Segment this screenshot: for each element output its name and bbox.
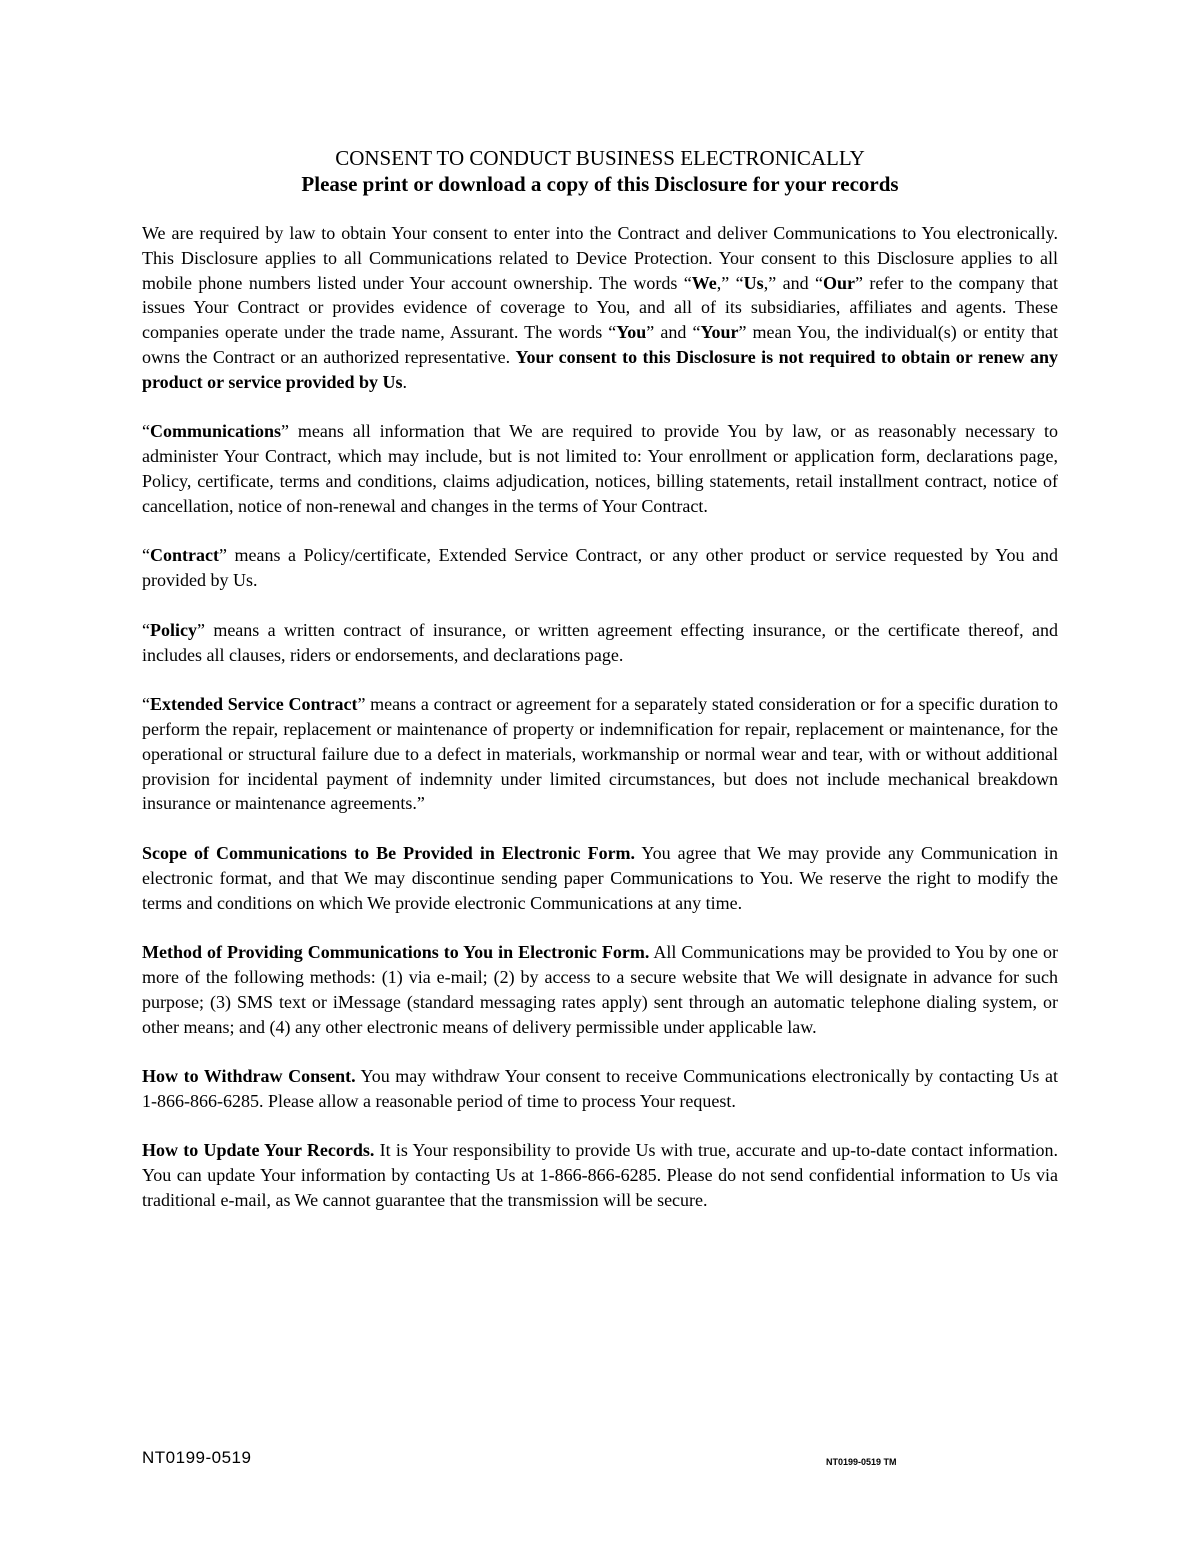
- document-body: [142, 221, 1058, 1213]
- section-text: All Communications may be provided to You by one or more of the following methods: (1) via e-mail; (2) by access to a secure website that We will designate in advance for such purpose; (3) SMS text or iMessage (standard messaging rates apply) sent through an automatic telephone dialing system, or other means; and (4) any other electronic means of delivery permissible under applicable law.: [142, 942, 1059, 1037]
- intro-text: ,” and “: [763, 272, 823, 293]
- definition-text: ” means a written contract of insurance, or written agreement effecting insurance, or the certificate thereof, and includes all clauses, riders or endorsements, and declarations page.: [142, 619, 1058, 665]
- term-you: You: [616, 322, 647, 343]
- definition-communications: [142, 419, 1058, 518]
- section-text: It is Your responsibility to provide Us with true, accurate and up-to-date contact information. You can update Your information by contacting Us at 1-866-866-6285. Please do not send confidential information to Us via traditional e-mail, as We cannot guarantee that the transmission will be secure.: [142, 1140, 1058, 1211]
- section-update-records: [142, 1138, 1058, 1212]
- term-us: Us: [743, 272, 764, 293]
- definition-text: ” means a contract or agreement for a separately stated consideration or for a specific duration to perform the repair, replacement or maintenance of property or indemnification for repair, replacement or maintenance, for the operational or structural failure due to a defect in materials, workmanship or normal wear and tear, with or without additional provision for incidental payment of indemnity under limited circumstances, but does not include mechanical breakdown insurance or maintenance agreements.”: [142, 694, 1058, 814]
- document-subtitle: Please print or download a copy of this Disclosure for your records: [301, 172, 899, 196]
- quote-mark: “: [142, 619, 150, 640]
- document-title: CONSENT TO CONDUCT BUSINESS ELECTRONICALLY: [335, 146, 865, 170]
- term-your: Your: [700, 322, 739, 343]
- intro-text: ” mean You, the individual(s) or entity that owns the Contract or an authorized representative.: [142, 322, 1059, 367]
- intro-paragraph: [142, 221, 1058, 395]
- footer-form-code: NT0199-0519: [142, 1448, 252, 1467]
- definition-text: ” means a Policy/certificate, Extended Service Contract, or any other product or service requested by You and provided by Us.: [142, 545, 1058, 591]
- definition-term: Policy: [150, 619, 197, 640]
- definition-policy: [142, 618, 1058, 668]
- section-withdraw-consent: [142, 1064, 1058, 1114]
- section-method: [142, 940, 1058, 1039]
- section-text: You may withdraw Your consent to receive Communications electronically by contacting Us at 1-866-866-6285. Please allow a reasonable period of time to process Your request.: [142, 1066, 1059, 1111]
- definition-term: Communications: [150, 421, 282, 442]
- section-heading: How to Withdraw Consent.: [142, 1066, 356, 1087]
- section-heading: How to Update Your Records.: [142, 1140, 375, 1161]
- term-we: We: [691, 272, 717, 293]
- section-scope: [142, 841, 1058, 915]
- intro-text: We are required by law to obtain Your consent to enter into the Contract and deliver Communications to You electronically. This Disclosure applies to all Communications related to Device Protection. Your consent to this Disclosure applies to all mobile phone numbers listed under Your account ownership. The words “: [142, 223, 1058, 293]
- definition-term: Extended Service Contract: [150, 694, 358, 715]
- definition-term: Contract: [150, 545, 219, 566]
- definition-contract: [142, 543, 1058, 593]
- section-text: You agree that We may provide any Communication in electronic format, and that We may discontinue sending paper Communications to You. We reserve the right to modify the terms and conditions on which We provide electronic Communications at any time.: [142, 842, 1058, 913]
- title-block: [142, 145, 1058, 197]
- intro-text: ” refer to the company that issues Your Contract or provides evidence of coverage to You, and all of its subsidiaries, affiliates and agents. These companies operate under the trade name, Assurant. The words “: [142, 272, 1059, 343]
- section-heading: Method of Providing Communications to You in Electronic Form.: [142, 942, 650, 963]
- quote-mark: “: [142, 545, 150, 566]
- intro-text: ” and “: [646, 322, 701, 343]
- quote-mark: “: [142, 694, 150, 715]
- definition-extended-service-contract: [142, 692, 1058, 816]
- intro-text: .: [402, 371, 408, 392]
- term-our: Our: [823, 272, 856, 293]
- section-heading: Scope of Communications to Be Provided in Electronic Form.: [142, 842, 636, 863]
- quote-mark: “: [142, 421, 150, 442]
- consent-not-required-statement: Your consent to this Disclosure is not required to obtain or renew any product or service provided by Us: [142, 346, 1058, 392]
- definition-text: ” means all information that We are required to provide You by law, or as reasonably necessary to administer Your Contract, which may include, but is not limited to: Your enrollment or application form, declarations page, Policy, certificate, terms and conditions, claims adjudication, notices, billing statements, retail installment contract, notice of cancellation, notice of non-renewal and changes in the terms of Your Contract.: [142, 421, 1058, 516]
- intro-text: ,” “: [716, 272, 744, 293]
- footer-form-code-tm: NT0199-0519 TM: [826, 1457, 897, 1467]
